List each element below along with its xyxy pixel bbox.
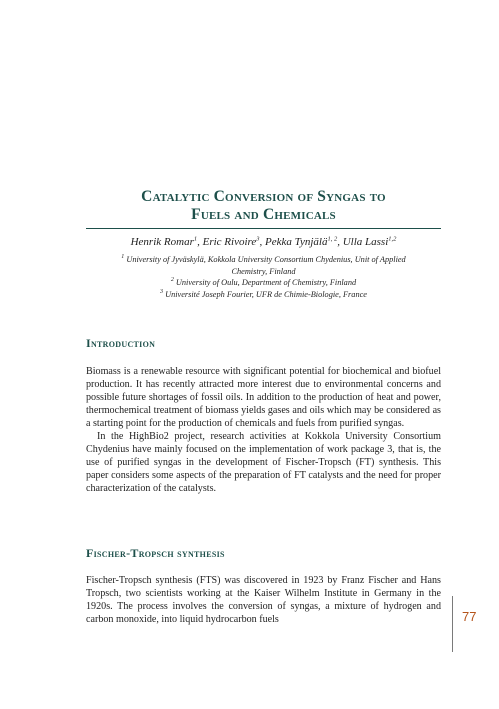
affiliation-1-continued: Chemistry, Finland: [231, 266, 296, 276]
affiliation-text: University of Jyväskylä, Kokkola University Consortium Chydenius, Unit of Applied: [126, 255, 406, 264]
author-name: Henrik Romar: [130, 236, 194, 248]
paragraph: Fischer-Tropsch synthesis (FTS) was discovered in 1923 by Franz Fischer and Hans Tropsch, two scientists working at the Kaiser Wilhelm Institute in Germany in the 1920s. The process involves the conversion of syngas, a mixture of hydrogen and carbon monoxide, into liquid hydrocarbon fuels: [86, 575, 441, 625]
paragraph: In the HighBio2 project, research activities at Kokkola University Consortium Chydenius have mainly focused on the implementation of work package 3, that is, the use of purified syngas in the development of Fischer-Tropsch (FT) synthesis. This paper considers some aspects of the preparation of FT catalysts and the need for proper characterization of the catalysts.: [86, 431, 441, 494]
paper-title-line-2: Fuels and Chemicals: [191, 206, 336, 223]
author-name: Eric Rivoire: [202, 236, 257, 248]
paragraph: Biomass is a renewable resource with significant potential for biochemical and biofuel production. It has recently attracted more interest due to environmental concerns and possible future shortages of fossil oils. In addition to the production of heat and power, thermochemical treatment of biomass yields gases and oils which may be considered as a starting point for the production of chemicals and fuels from purified syngas.: [86, 366, 441, 429]
paper-title: [86, 188, 441, 224]
affiliation-text: University of Oulu, Department of Chemistry, Finland: [175, 278, 357, 287]
author-name: Ulla Lassi: [342, 236, 389, 248]
affiliation-3: [88, 289, 439, 301]
affiliation-list: [88, 254, 439, 300]
section-heading-fischer-tropsch: Fischer-Tropsch synthesis: [86, 546, 225, 560]
author-list: Henrik Romar$^1$, Eric Rivoire$^3$, Pekka Tynjälä$^{1, 2}$, Ulla Lassi$^{1,2}$: [130, 235, 397, 248]
author-affiliation-mark: 1,2: [388, 235, 397, 243]
page-margin-rule: [452, 596, 453, 652]
fischer-tropsch-body: [86, 574, 441, 626]
introduction-body: [86, 365, 441, 495]
affiliation-mark: 1: [121, 254, 125, 261]
section-heading-introduction: Introduction: [86, 336, 156, 350]
author-name: Pekka Tynjälä: [265, 236, 328, 248]
author-affiliation-mark: 1, 2: [327, 235, 338, 243]
author-affiliation-mark: 3: [256, 235, 260, 243]
affiliation-1: [88, 254, 439, 266]
affiliation-mark: 2: [170, 277, 174, 284]
affiliation-2: [88, 277, 439, 289]
author-affiliation-mark: 1: [193, 235, 198, 243]
affiliation-text: Université Joseph Fourier, UFR de Chimie-Biologie, France: [165, 289, 367, 299]
affiliation-mark: 3: [160, 288, 164, 295]
title-underline: [86, 228, 441, 229]
page-number: 77: [462, 609, 477, 624]
paper-title-line-1: Catalytic Conversion of Syngas to: [141, 188, 386, 205]
